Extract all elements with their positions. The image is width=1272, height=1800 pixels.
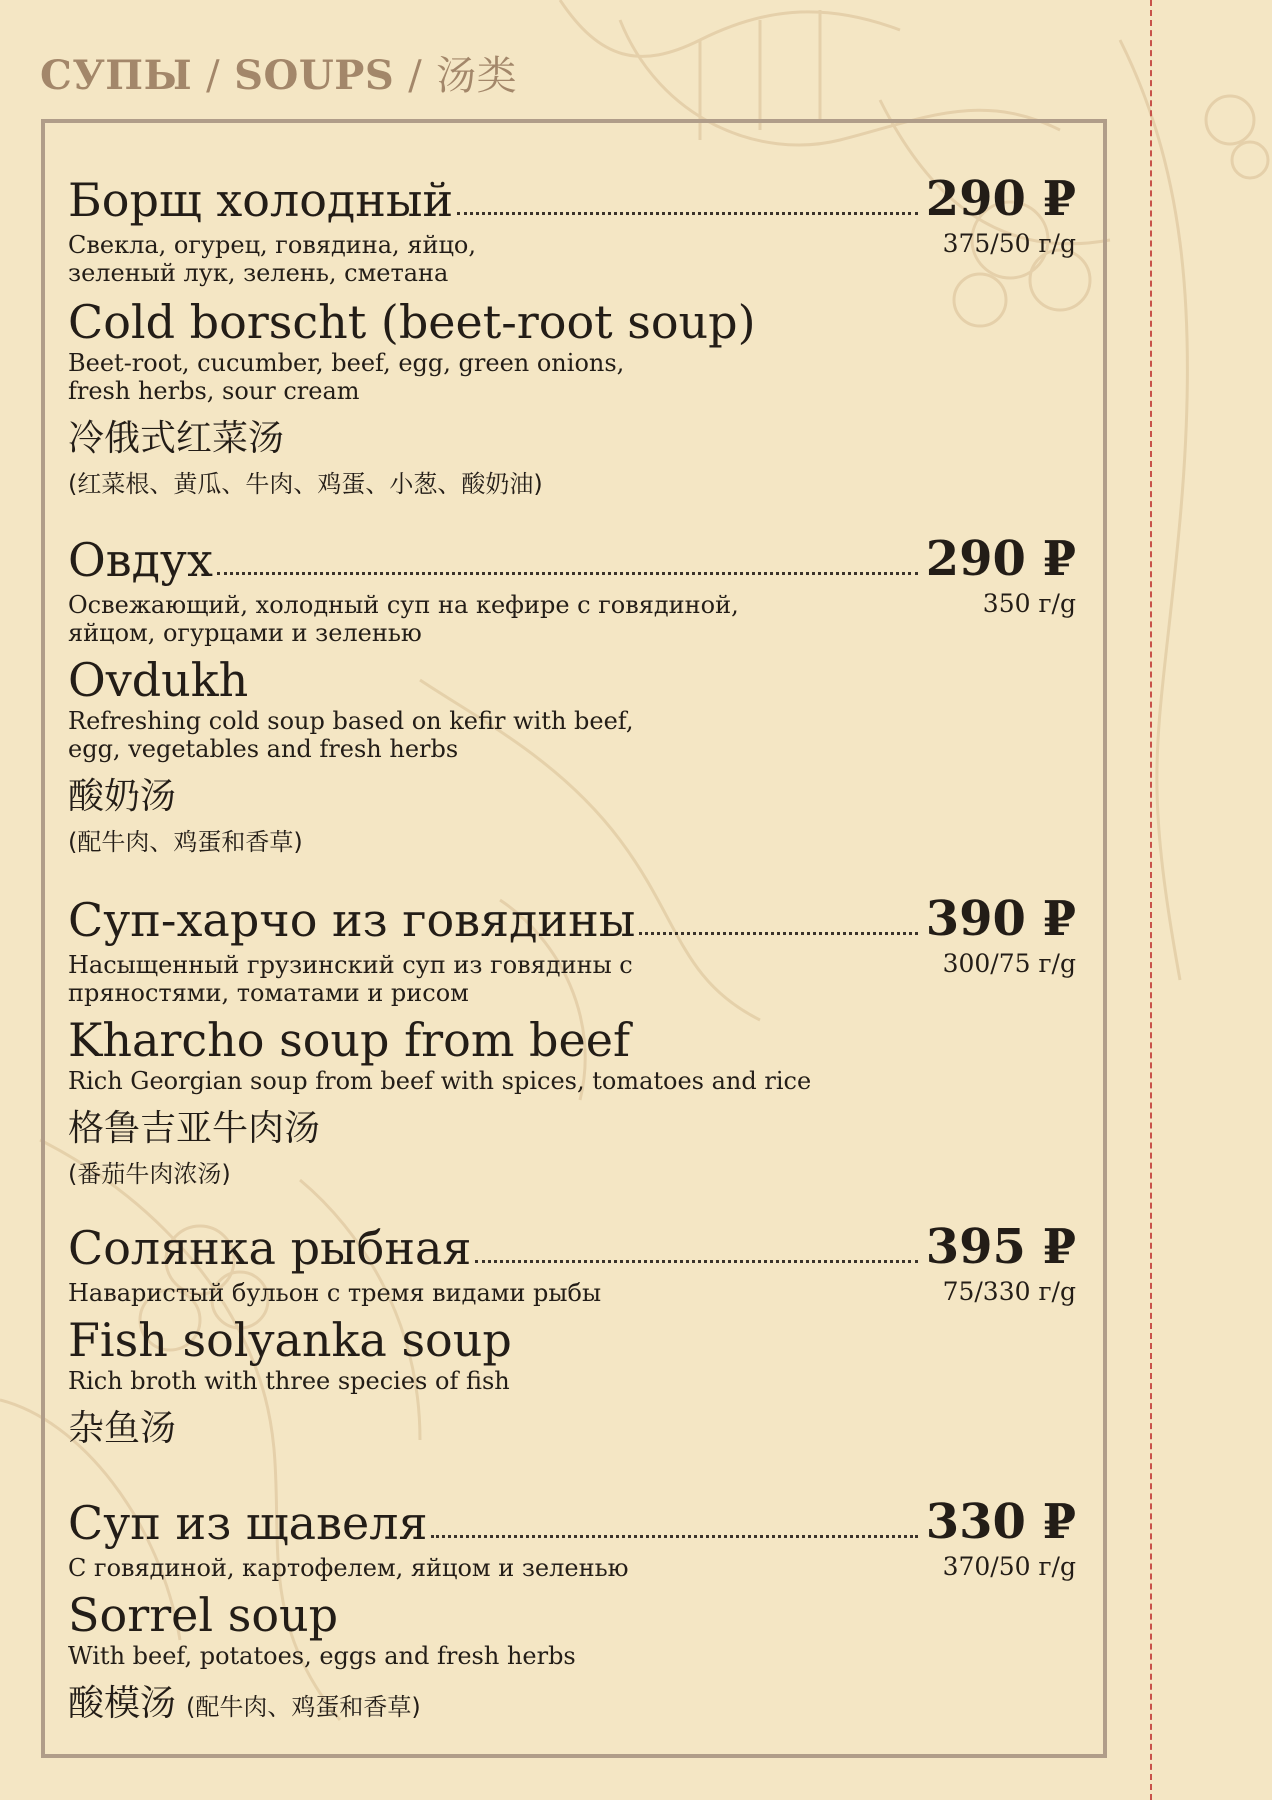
menu-item <box>68 533 1076 857</box>
dish-description-ru: С говядиной, картофелем, яйцом и зеленью <box>68 1554 629 1582</box>
dish-weight: 370/50 г/g <box>942 1552 1076 1581</box>
dish-weight: 300/75 г/g <box>942 949 1076 978</box>
dish-price: 330 ₽ <box>925 1494 1076 1550</box>
dish-name-ru: Суп из щавеля <box>68 1496 428 1550</box>
menu-item <box>68 173 1076 499</box>
dish-description-ru: Наваристый бульон с тремя видами рыбы <box>68 1279 602 1307</box>
header-separator: / <box>206 53 221 99</box>
dot-leader <box>457 212 918 215</box>
dish-description-zh: (红菜根、黄瓜、牛肉、鸡蛋、小葱、酸奶油) <box>68 470 543 498</box>
dish-description-en: Rich broth with three species of fish <box>68 1367 510 1395</box>
dish-name-en: Cold borscht (beet-root soup) <box>68 295 756 349</box>
dish-description-en: Refreshing cold soup based on kefir with beef, egg, vegetables and fresh herbs <box>68 707 634 763</box>
dish-name-en: Fish solyanka soup <box>68 1313 512 1367</box>
section-header <box>40 44 517 101</box>
dot-leader <box>217 572 918 575</box>
dish-price: 390 ₽ <box>925 891 1076 947</box>
dish-name-ru: Солянка рыбная <box>68 1221 472 1275</box>
header-zh: 汤类 <box>436 53 518 99</box>
dish-weight: 75/330 г/g <box>942 1277 1076 1306</box>
menu-item <box>68 1496 1076 1729</box>
menu-item <box>68 1221 1076 1451</box>
dish-price: 290 ₽ <box>925 171 1076 227</box>
dish-price: 395 ₽ <box>925 1219 1076 1275</box>
header-en: SOUPS <box>234 52 395 99</box>
dish-name-zh-text: 酸模汤 <box>68 1683 177 1724</box>
dashed-cut-line <box>1150 0 1152 1800</box>
dish-description-en: Beet-root, cucumber, beef, egg, green onions, fresh herbs, sour cream <box>68 349 625 405</box>
dot-leader <box>431 1535 917 1538</box>
dish-description-en: With beef, potatoes, eggs and fresh herbs <box>68 1642 576 1670</box>
dish-name-ru: Овдух <box>68 533 213 587</box>
dish-description-zh: (配牛肉、鸡蛋和香草) <box>68 828 303 856</box>
dot-leader <box>639 932 917 935</box>
dish-price: 290 ₽ <box>925 531 1076 587</box>
dish-name-zh: 酸奶汤 <box>68 776 177 817</box>
dish-name-zh: 冷俄式红菜汤 <box>68 418 285 459</box>
dish-description-ru: Свекла, огурец, говядина, яйцо, зеленый лук, зелень, сметана <box>68 231 476 287</box>
dish-name-en: Sorrel soup <box>68 1588 339 1642</box>
dish-description-ru: Насыщенный грузинский суп из говядины с пряностями, томатами и рисом <box>68 951 633 1007</box>
menu-item <box>68 893 1076 1189</box>
dish-description-zh: (番茄牛肉浓汤) <box>68 1160 231 1188</box>
header-separator: / <box>408 53 423 99</box>
dish-name-en: Ovdukh <box>68 653 249 707</box>
dot-leader <box>475 1260 917 1263</box>
dish-name-ru: Борщ холодный <box>68 173 454 227</box>
dish-weight: 375/50 г/g <box>942 229 1076 258</box>
dish-name-zh: 格鲁吉亚牛肉汤 <box>68 1108 321 1149</box>
dish-description-en: Rich Georgian soup from beef with spices, tomatoes and rice <box>68 1067 812 1095</box>
header-ru: СУПЫ <box>40 52 193 99</box>
dish-name-zh: 杂鱼汤 <box>68 1408 177 1449</box>
dish-description-ru: Освежающий, холодный суп на кефире с говядиной, яйцом, огурцами и зеленью <box>68 591 739 647</box>
dish-description-zh: (配牛肉、鸡蛋和香草) <box>186 1693 421 1721</box>
dish-weight: 350 г/g <box>982 589 1076 618</box>
dish-name-en: Kharcho soup from beef <box>68 1013 630 1067</box>
dish-name-zh <box>68 1682 1076 1729</box>
dish-name-ru: Суп-харчо из говядины <box>68 893 636 947</box>
